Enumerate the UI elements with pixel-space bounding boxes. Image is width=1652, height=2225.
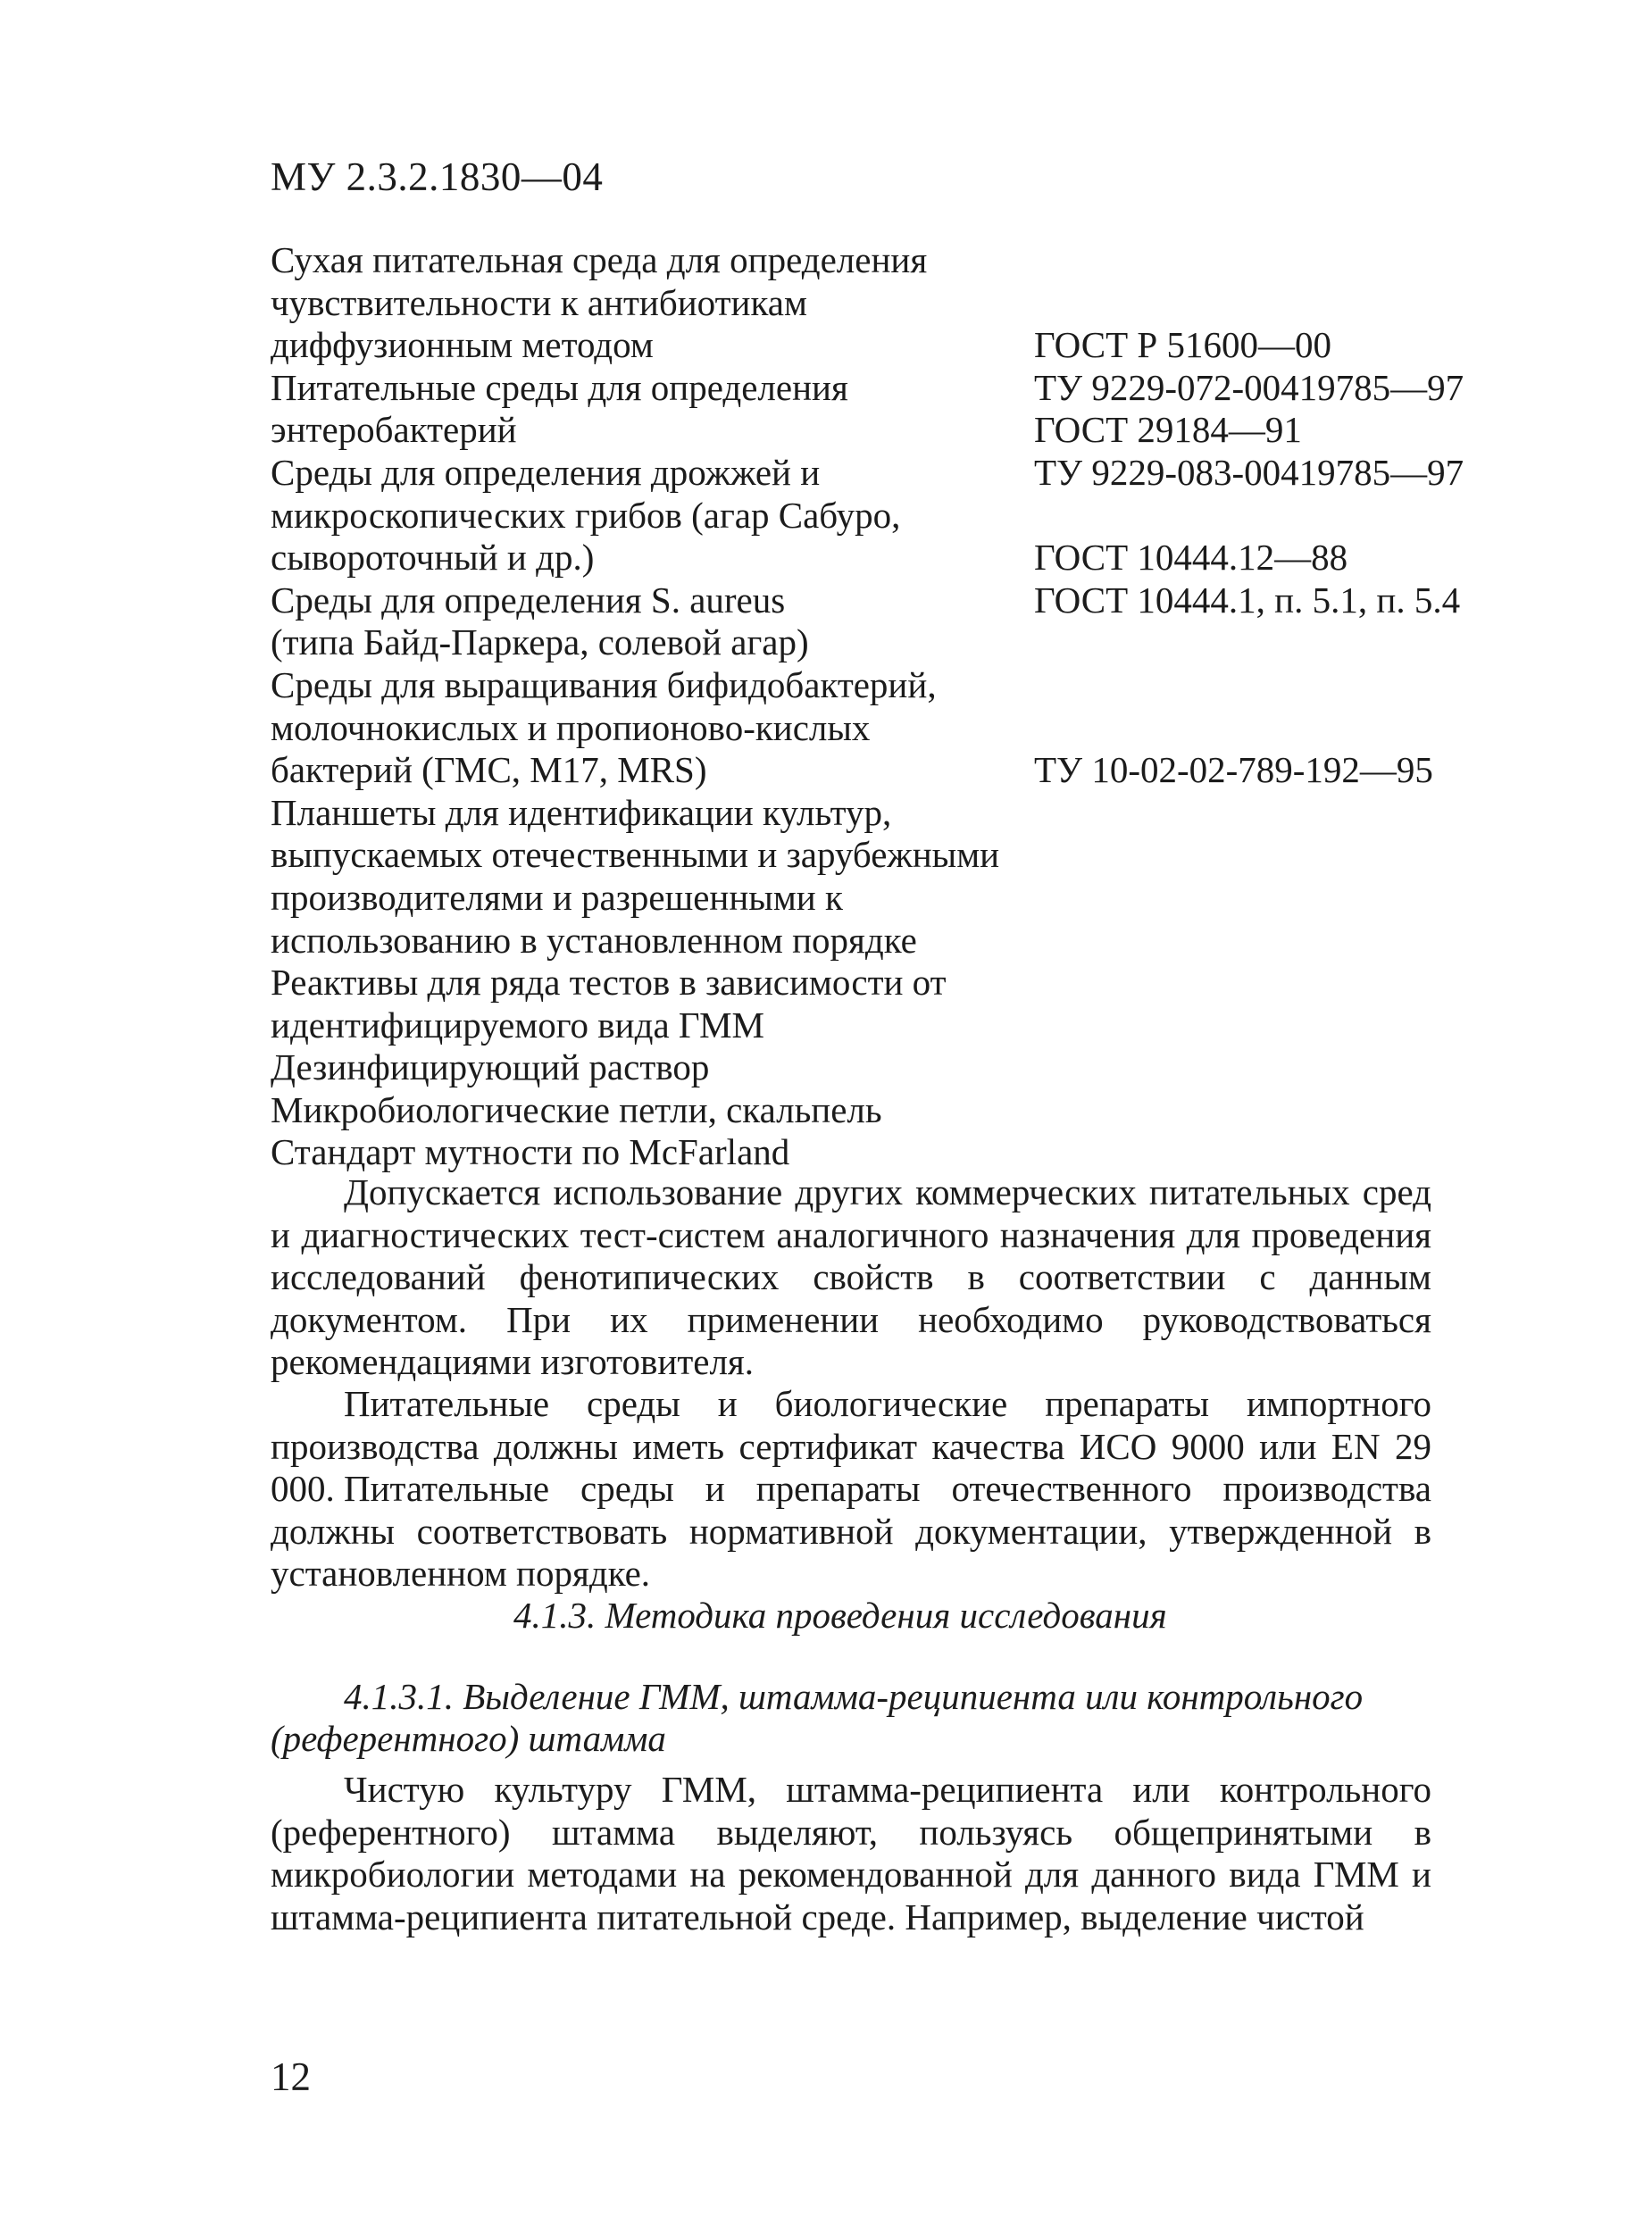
item-standard: ГОСТ Р 51600—00 <box>1034 324 1331 366</box>
page-number: 12 <box>271 2054 311 2099</box>
list-item <box>271 1089 1476 1132</box>
list-item <box>271 621 1476 664</box>
paragraph-domestic-media <box>271 1468 1431 1596</box>
section-heading: 4.1.3. Методика проведения исследования <box>513 1595 1167 1636</box>
list-item <box>271 707 1476 750</box>
list-item <box>271 495 1476 538</box>
list-item <box>271 792 1476 835</box>
item-description: чувствительности к антибиотикам <box>271 281 807 323</box>
item-description: бактерий (ГМС, М17, MRS) <box>271 749 707 791</box>
paragraph-isolation <box>271 1769 1431 1938</box>
item-description: производителями и разрешенными к <box>271 876 843 918</box>
document-header: МУ 2.3.2.1830—04 <box>271 154 604 199</box>
item-description: Питательные среды для определения <box>271 366 848 408</box>
paragraph-text: Питательные среды и биологические препараты импортного производства должны иметь сертификат качества ИСО 9000 или EN 29 000. <box>271 1383 1431 1510</box>
list-item <box>271 1004 1476 1047</box>
item-description: микроскопических грибов (агар Сабуро, <box>271 494 901 536</box>
item-description: молочнокислых и пропионово-кислых <box>271 706 871 748</box>
item-description: Среды для определения дрожжей и <box>271 451 821 493</box>
item-description: сывороточный и др.) <box>271 537 595 579</box>
list-item <box>271 749 1476 792</box>
list-item <box>271 834 1476 877</box>
paragraph-text: Допускается использование других коммерческих питательных сред и диагностических тест-систем аналогичного назначения для проведения исследований фенотипических свойств в соответствии с данным документом. При их применении необходимо руководствоваться рекомендациями изготовителя. <box>271 1171 1431 1383</box>
item-description: Микробиологические петли, скальпель <box>271 1088 882 1130</box>
item-description: выпускаемых отечественными и зарубежными <box>271 834 1000 876</box>
list-item <box>271 664 1476 707</box>
list-item <box>271 409 1476 452</box>
list-item <box>271 579 1476 622</box>
item-description: Стандарт мутности по McFarland <box>271 1131 790 1173</box>
item-description: энтеробактерий <box>271 409 517 451</box>
list-item <box>271 962 1476 1004</box>
materials-list <box>271 239 1476 1174</box>
item-standard: ТУ 10-02-02-789-192—95 <box>1034 749 1433 791</box>
list-item <box>271 282 1476 325</box>
list-item <box>271 877 1476 920</box>
paragraph-text: Питательные среды и препараты отечественного производства должны соответствовать нормативной документации, утвержденной в установленном порядке. <box>271 1468 1431 1595</box>
subsection-heading-line1: 4.1.3.1. Выделение ГММ, штамма-реципиента или контрольного <box>344 1676 1364 1717</box>
list-item <box>271 920 1476 962</box>
list-item <box>271 324 1476 367</box>
item-description: Реактивы для ряда тестов в зависимости от <box>271 962 947 1004</box>
list-item <box>271 1131 1476 1174</box>
item-description: (типа Байд-Паркера, солевой агар) <box>271 621 809 663</box>
item-standard: ТУ 9229-083-00419785—97 <box>1034 451 1464 493</box>
item-description: идентифицируемого вида ГММ <box>271 1004 764 1046</box>
paragraph-commercial-media <box>271 1171 1431 1384</box>
item-standard: ГОСТ 10444.1, п. 5.1, п. 5.4 <box>1034 579 1461 621</box>
item-description: Планшеты для идентификации культур, <box>271 791 892 833</box>
item-standard: ГОСТ 10444.12—88 <box>1034 537 1348 579</box>
list-item <box>271 537 1476 579</box>
list-item <box>271 239 1476 282</box>
paragraph-text: Чистую культуру ГММ, штамма-реципиента или контрольного (референтного) штамма выделяют, пользуясь общепринятыми в микробиологии методами на рекомендованной для данного вида ГММ и штамма-реципиента питательной среде. Например, выделение чистой <box>271 1769 1431 1938</box>
item-standard: ТУ 9229-072-00419785—97 <box>1034 366 1464 408</box>
list-item <box>271 452 1476 495</box>
item-description: Дезинфицирующий раствор <box>271 1046 710 1088</box>
item-description: Среды для выращивания бифидобактерий, <box>271 663 937 705</box>
subsection-heading-line2: (референтного) штамма <box>271 1718 666 1759</box>
item-description: диффузионным методом <box>271 324 654 366</box>
item-standard: ГОСТ 29184—91 <box>1034 409 1302 451</box>
item-description: использованию в установленном порядке <box>271 919 917 961</box>
list-item <box>271 1046 1476 1089</box>
list-item <box>271 367 1476 410</box>
item-description: Среды для определения S. aureus <box>271 579 786 621</box>
item-description: Сухая питательная среда для определения <box>271 239 928 280</box>
